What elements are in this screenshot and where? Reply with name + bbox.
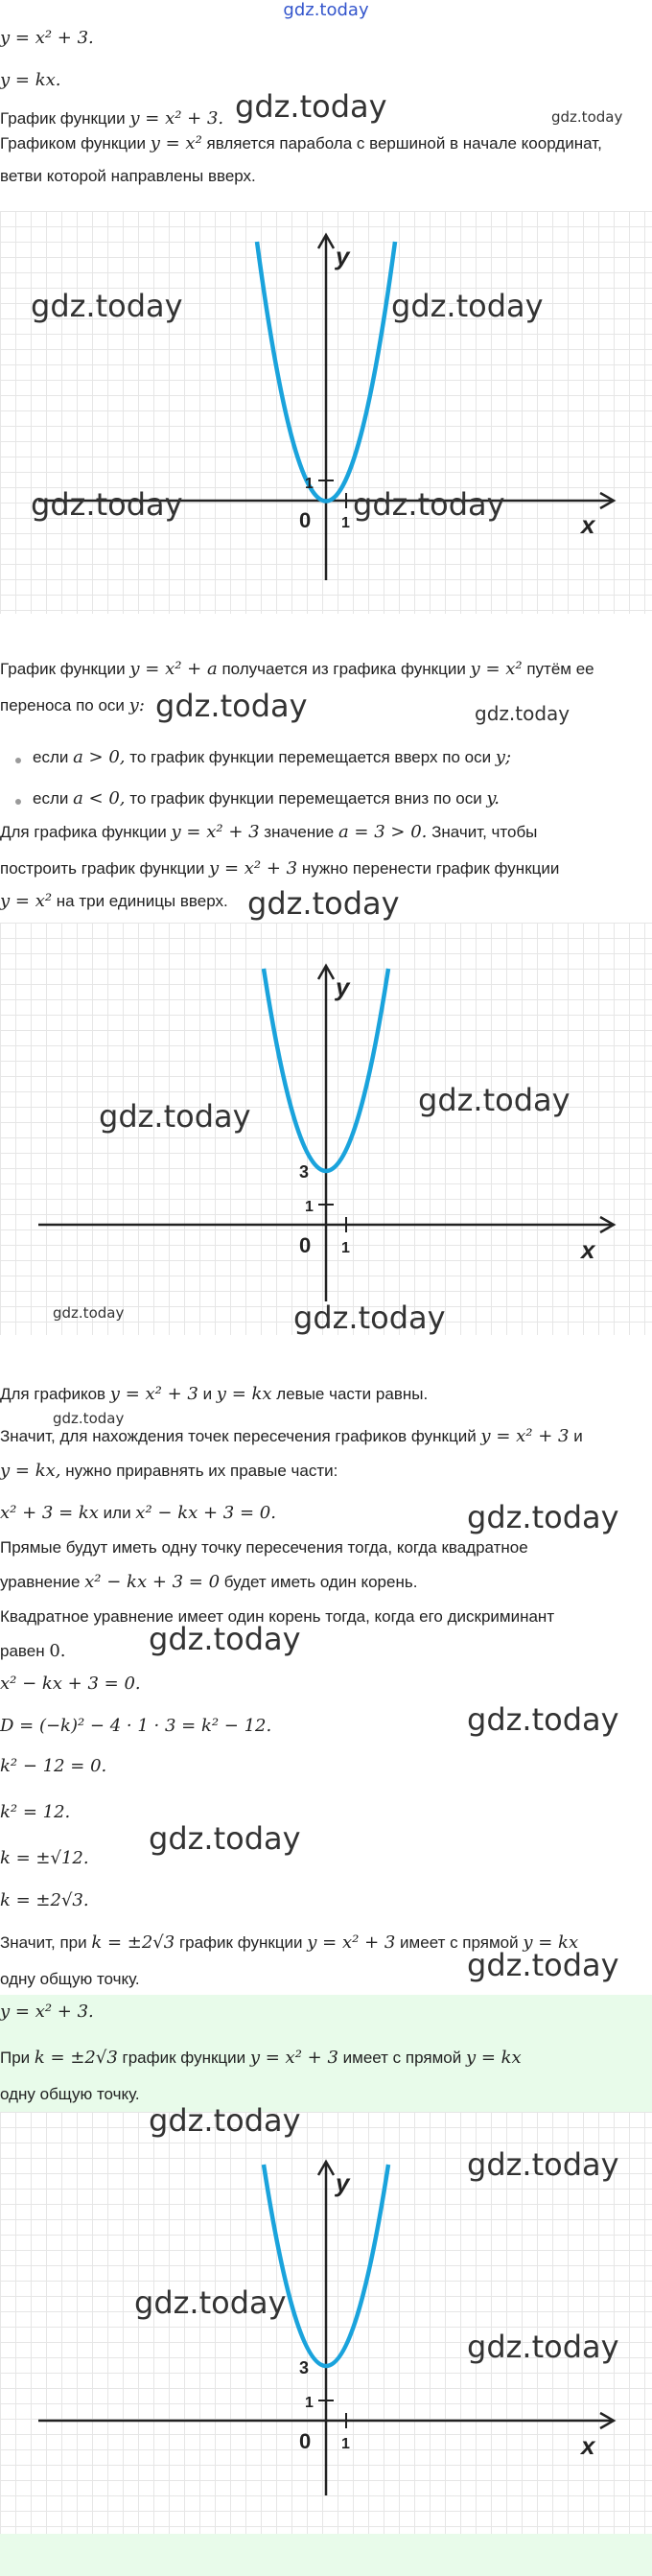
text-fragment: График функции bbox=[0, 109, 130, 128]
text-fragment: нужно приравнять их правые части: bbox=[60, 1462, 338, 1480]
math-fragment: y = x² + 3 bbox=[171, 822, 260, 842]
text-fragment: получается из графика функции bbox=[217, 660, 471, 678]
x-axis-label: x bbox=[581, 510, 595, 539]
text-fragment: график функции bbox=[175, 1933, 308, 1952]
watermark: gdz.today bbox=[53, 1304, 125, 1322]
math-fragment: y = kx bbox=[523, 1932, 579, 1953]
bottom-answer-strip bbox=[0, 2534, 652, 2576]
text-fragment: Графиком функции bbox=[0, 134, 151, 152]
equation-line: y = kx. bbox=[0, 70, 61, 90]
math-fragment: a > 0, bbox=[73, 747, 126, 767]
y-one-label: 1 bbox=[305, 476, 314, 492]
text-fragment: график функции bbox=[117, 2049, 250, 2067]
watermark: gdz.today bbox=[149, 1621, 301, 1657]
watermark: gdz.today bbox=[293, 1300, 446, 1336]
math-fragment: y. bbox=[486, 788, 500, 808]
watermark: gdz.today bbox=[149, 2102, 301, 2139]
math-fragment: a = 3 > 0. bbox=[338, 822, 428, 842]
text-line: одну общую точку. bbox=[0, 1970, 140, 1988]
y-axis-label: y bbox=[336, 242, 350, 270]
answer-line: одну общую точку. bbox=[0, 2085, 140, 2103]
x-one-label: 1 bbox=[341, 515, 350, 531]
watermark: gdz.today bbox=[391, 288, 544, 324]
watermark: gdz.today bbox=[31, 486, 183, 523]
x-axis-label: x bbox=[581, 1235, 595, 1264]
math-fragment: k = ±2√3 bbox=[91, 1932, 175, 1953]
text-line bbox=[0, 1383, 652, 1406]
text-fragment: Значит, чтобы bbox=[427, 823, 538, 841]
text-fragment: или bbox=[98, 1504, 136, 1522]
text-fragment: При bbox=[0, 2049, 35, 2067]
math-fragment: k = ±2√3 bbox=[34, 2048, 118, 2068]
watermark: gdz.today bbox=[134, 2284, 287, 2321]
text-fragment: нужно перенести график функции bbox=[297, 859, 560, 878]
graph-y-equals-x-squared-plus-3 bbox=[0, 923, 652, 1335]
text-fragment: путём ее bbox=[522, 660, 594, 678]
watermark: gdz.today bbox=[467, 2329, 619, 2365]
watermark: gdz.today bbox=[551, 108, 623, 126]
origin-label: 0 bbox=[299, 2429, 312, 2453]
text-line bbox=[0, 1460, 652, 1483]
math-fragment: y: bbox=[128, 695, 145, 715]
text-line: ветви которой направлены вверх. bbox=[0, 167, 256, 185]
watermark: gdz.today bbox=[235, 88, 387, 125]
math-fragment: y = x² bbox=[0, 891, 53, 911]
equation-parabola: y = x² + 3. bbox=[0, 28, 94, 48]
watermark: gdz.today bbox=[247, 885, 400, 922]
watermark: gdz.today bbox=[467, 1701, 619, 1738]
x-one-label: 1 bbox=[341, 1240, 350, 1256]
text-fragment: имеет с прямой bbox=[395, 1933, 524, 1952]
text-fragment: левые части равны. bbox=[271, 1385, 429, 1403]
math-fragment: y = kx bbox=[465, 2048, 522, 2068]
equation-step: k² − 12 = 0. bbox=[0, 1756, 107, 1776]
bullet-dot bbox=[15, 799, 21, 805]
math-fragment: a < 0, bbox=[73, 788, 126, 808]
text-fragment: будет иметь один корень. bbox=[220, 1573, 418, 1591]
text-fragment: если bbox=[33, 748, 74, 766]
math-fragment: y = x² + 3 bbox=[480, 1426, 570, 1446]
equation-step: k = ±√12. bbox=[0, 1848, 89, 1868]
watermark: gdz.today bbox=[467, 1499, 619, 1535]
y-axis-label: y bbox=[336, 2168, 350, 2197]
text-fragment: Значит, для нахождения точек пересечения графиков функций bbox=[0, 1427, 481, 1445]
text-fragment: и bbox=[569, 1427, 583, 1445]
text-line bbox=[0, 132, 652, 155]
text-fragment: равен bbox=[0, 1642, 50, 1660]
answer-block bbox=[0, 1995, 652, 2112]
text-fragment: уравнение bbox=[0, 1573, 85, 1591]
math-fragment: 0. bbox=[49, 1641, 66, 1661]
math-fragment: y = x² bbox=[150, 133, 202, 153]
x-axis-label: x bbox=[581, 2431, 595, 2460]
math-fragment: x² − kx + 3 = 0. bbox=[135, 1503, 276, 1523]
y-one-label: 1 bbox=[305, 1199, 314, 1215]
math-fragment: y = x² bbox=[470, 659, 523, 679]
watermark: gdz.today bbox=[467, 2146, 619, 2183]
graph-svg bbox=[0, 211, 652, 614]
text-fragment: имеет с прямой bbox=[338, 2049, 466, 2067]
y-one-label: 1 bbox=[305, 2395, 314, 2411]
bullet-dot bbox=[15, 758, 21, 763]
equation-step: k = ±2√3. bbox=[0, 1890, 89, 1910]
text-fragment: является парабола с вершиной в начале координат, bbox=[201, 134, 602, 152]
answer-equation: y = x² + 3. bbox=[0, 2002, 94, 2022]
y-axis-label: y bbox=[336, 972, 350, 1001]
origin-label: 0 bbox=[299, 1233, 312, 1257]
text-fragment: построить график функции bbox=[0, 859, 210, 878]
text-fragment: то график функции перемещается вверх по оси bbox=[125, 748, 496, 766]
answer-line bbox=[0, 2047, 652, 2070]
math-fragment: y = x² + 3 bbox=[307, 1932, 396, 1953]
equation-step: x² − kx + 3 = 0. bbox=[0, 1674, 141, 1694]
text-fragment: если bbox=[33, 789, 74, 808]
graph-svg bbox=[0, 923, 652, 1335]
math-fragment: y = x² + 3 bbox=[249, 2048, 338, 2068]
math-fragment: y = kx, bbox=[0, 1461, 61, 1481]
text-line bbox=[0, 658, 652, 681]
list-item bbox=[33, 787, 652, 810]
watermark: gdz.today bbox=[155, 688, 308, 724]
math-fragment: y; bbox=[495, 747, 512, 767]
origin-label: 0 bbox=[299, 508, 312, 532]
text-line bbox=[0, 1425, 652, 1448]
graph-y-equals-x-squared bbox=[0, 211, 652, 614]
watermark: gdz.today bbox=[99, 1098, 251, 1135]
equation-step: k² = 12. bbox=[0, 1802, 71, 1822]
site-logo[interactable]: gdz.today bbox=[283, 0, 369, 20]
y-three-label: 3 bbox=[299, 1162, 310, 1182]
math-fragment: y = x² + a bbox=[129, 659, 218, 679]
y-three-label: 3 bbox=[299, 2358, 310, 2377]
watermark: gdz.today bbox=[31, 288, 183, 324]
text-line: Квадратное уравнение имеет один корень тогда, когда его дискриминант bbox=[0, 1607, 555, 1626]
equation-step: D = (−k)² − 4 · 1 · 3 = k² − 12. bbox=[0, 1716, 272, 1736]
math-fragment: y = x² + 3. bbox=[129, 108, 224, 129]
graph-answer bbox=[0, 2102, 652, 2534]
text-fragment: на три единицы вверх. bbox=[52, 892, 228, 910]
list-item bbox=[33, 746, 652, 769]
text-line: Прямые будут иметь одну точку пересечения тогда, когда квадратное bbox=[0, 1538, 528, 1557]
math-fragment: y = kx bbox=[216, 1384, 272, 1404]
text-line bbox=[0, 857, 652, 880]
text-fragment: График функции bbox=[0, 660, 130, 678]
text-fragment: Значит, при bbox=[0, 1933, 92, 1952]
text-fragment: значение bbox=[259, 823, 338, 841]
text-fragment: то график функции перемещается вниз по оси bbox=[125, 789, 487, 808]
text-fragment: и bbox=[198, 1385, 217, 1403]
watermark: gdz.today bbox=[467, 1947, 619, 1983]
x-one-label: 1 bbox=[341, 2436, 350, 2452]
text-fragment: переноса по оси bbox=[0, 696, 129, 714]
text-fragment: Для графиков bbox=[0, 1385, 110, 1403]
math-fragment: y = x² + 3 bbox=[209, 858, 298, 878]
watermark: gdz.today bbox=[418, 1082, 570, 1118]
watermark: gdz.today bbox=[353, 486, 505, 523]
text-line bbox=[0, 1571, 652, 1594]
text-line bbox=[0, 1640, 652, 1663]
watermark: gdz.today bbox=[149, 1820, 301, 1857]
watermark: gdz.today bbox=[53, 1410, 125, 1427]
text-fragment: Для графика функции bbox=[0, 823, 172, 841]
math-fragment: x² − kx + 3 = 0 bbox=[84, 1572, 221, 1592]
math-fragment: x² + 3 = kx bbox=[0, 1503, 99, 1523]
watermark: gdz.today bbox=[475, 702, 570, 725]
math-fragment: y = x² + 3 bbox=[109, 1384, 198, 1404]
text-line bbox=[0, 821, 652, 844]
